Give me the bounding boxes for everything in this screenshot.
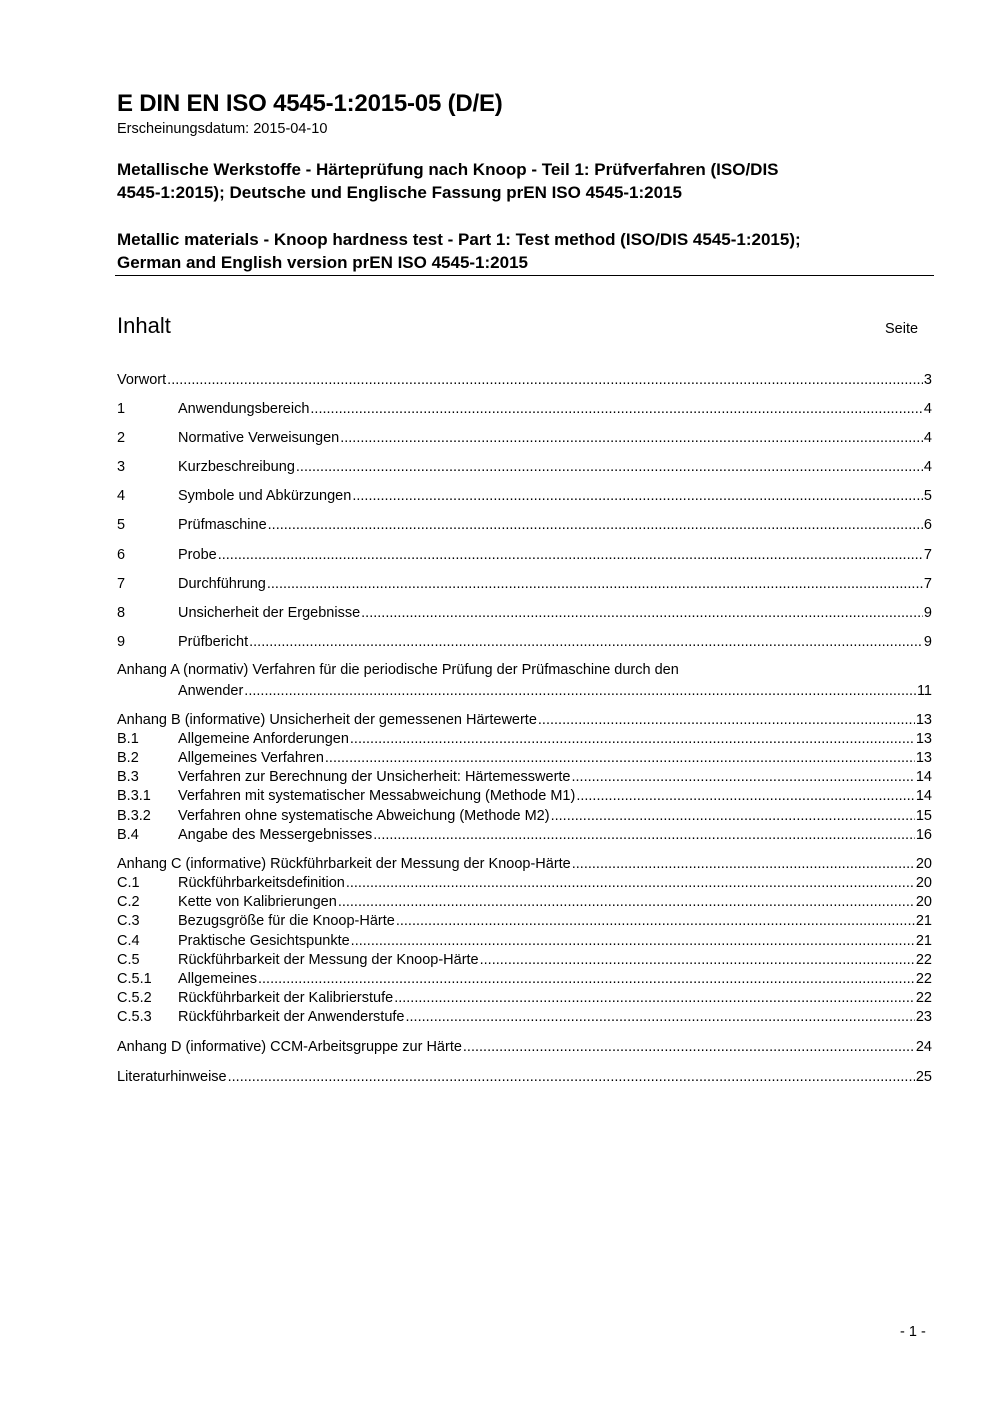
toc-entry-page: 20	[915, 875, 932, 891]
toc-entry[interactable]	[117, 575, 932, 593]
toc-entry-number: 1	[117, 401, 126, 417]
toc-entry[interactable]	[117, 516, 932, 534]
toc-dot-leader	[551, 807, 915, 825]
toc-dot-leader	[249, 633, 923, 651]
toc-entry-page: 22	[915, 990, 932, 1006]
page-number: - 1 -	[900, 1324, 926, 1340]
toc-dot-leader	[167, 371, 923, 389]
toc-entry-title: Normative Verweisungen	[178, 430, 340, 446]
toc-entry[interactable]	[117, 787, 932, 805]
toc-entry-number: 5	[117, 517, 126, 533]
toc-entry[interactable]	[117, 711, 932, 729]
toc-entry-page: 21	[915, 933, 932, 949]
toc-entry[interactable]	[117, 633, 932, 651]
toc-dot-leader	[338, 893, 915, 911]
header-divider	[115, 275, 934, 276]
toc-entry-number: C.5.2	[117, 990, 152, 1006]
toc-entry-page: 21	[915, 913, 932, 929]
toc-dot-leader	[268, 516, 923, 534]
toc-entry-page: 16	[915, 827, 932, 843]
toc-entry[interactable]	[117, 826, 932, 844]
english-title-line: Metallic materials - Knoop hardness test - Part 1: Test method (ISO/DIS 4545-1:2015);	[117, 230, 801, 249]
toc-entry-title: Vorwort	[117, 372, 167, 388]
toc-entry-page: 7	[923, 547, 932, 563]
toc-entry-page: 20	[915, 856, 932, 872]
toc-entry-title: Kurzbeschreibung	[178, 459, 295, 475]
german-title-line: Metallische Werkstoffe - Härteprüfung nach Knoop - Teil 1: Prüfverfahren (ISO/DIS	[117, 160, 779, 179]
toc-entry-number: B.1	[117, 731, 139, 747]
toc-entry-number: 7	[117, 576, 126, 592]
toc-dot-leader	[406, 1008, 915, 1026]
toc-entry-page: 22	[915, 952, 932, 968]
toc-entry-title: Bezugsgröße für die Knoop-Härte	[178, 913, 395, 929]
toc-entry-title: Allgemeine Anforderungen	[178, 731, 349, 747]
german-title-line: 4545-1:2015); Deutsche und Englische Fassung prEN ISO 4545-1:2015	[117, 183, 682, 202]
toc-entry[interactable]	[117, 371, 932, 389]
toc-entry[interactable]	[117, 932, 932, 950]
toc-entry[interactable]	[117, 768, 932, 786]
toc-entry-title: Verfahren ohne systematische Abweichung (Methode M2)	[178, 808, 550, 824]
toc-entry-page: 25	[915, 1069, 932, 1085]
toc-entry-page: 11	[916, 683, 932, 699]
toc-entry-page: 6	[923, 517, 932, 533]
toc-entry[interactable]	[117, 604, 932, 622]
toc-entry-title: Rückführbarkeitsdefinition	[178, 875, 345, 891]
toc-entry-number: B.3	[117, 769, 139, 785]
toc-entry-title: Praktische Gesichtspunkte	[178, 933, 350, 949]
toc-dot-leader	[463, 1038, 915, 1056]
toc-entry-page: 4	[923, 401, 932, 417]
toc-entry-page: 14	[915, 769, 932, 785]
toc-entry[interactable]	[117, 730, 932, 748]
toc-entry-title: Prüfmaschine	[178, 517, 267, 533]
toc-entry-title: Rückführbarkeit der Messung der Knoop-Härte	[178, 952, 479, 968]
toc-entry-page: 4	[923, 459, 932, 475]
toc-dot-leader	[267, 575, 923, 593]
toc-dot-leader	[373, 826, 915, 844]
toc-entry-number: C.5.3	[117, 1009, 152, 1025]
toc-entry[interactable]	[117, 487, 932, 505]
toc-entry-page: 14	[915, 788, 932, 804]
toc-entry-page: 4	[923, 430, 932, 446]
toc-dot-leader	[228, 1068, 915, 1086]
toc-entry-number: C.5	[117, 952, 140, 968]
toc-entry-title: Symbole und Abkürzungen	[178, 488, 352, 504]
toc-entry-title: Anhang B (informative) Unsicherheit der gemessenen Härtewerte	[117, 712, 537, 728]
toc-heading: Inhalt	[117, 313, 171, 338]
toc-entry-page: 9	[923, 634, 932, 650]
english-title	[117, 228, 801, 274]
toc-entry-title: Anwender	[178, 683, 244, 699]
toc-entry-number: 3	[117, 459, 126, 475]
toc-entry-page: 23	[915, 1009, 932, 1025]
toc-entry-page: 15	[915, 808, 932, 824]
toc-dot-leader	[350, 730, 915, 748]
toc-entry-title: Literaturhinweise	[117, 1069, 227, 1085]
toc-entry-title: Verfahren mit systematischer Messabweichung (Methode M1)	[178, 788, 576, 804]
toc-entry-number: B.2	[117, 750, 139, 766]
toc-dot-leader	[572, 768, 915, 786]
toc-entry-title: Anhang D (informative) CCM-Arbeitsgruppe zur Härte	[117, 1039, 462, 1055]
toc-dot-leader	[296, 458, 923, 476]
toc-entry-page: 9	[923, 605, 932, 621]
toc-entry-number: 4	[117, 488, 126, 504]
toc-dot-leader	[351, 932, 915, 950]
toc-entry-number: 9	[117, 634, 126, 650]
toc-entry[interactable]	[117, 970, 932, 988]
toc-entry-title: Rückführbarkeit der Kalibrierstufe	[178, 990, 394, 1006]
toc-entry-page: 13	[915, 750, 932, 766]
toc-entry[interactable]	[117, 807, 932, 825]
toc-entry[interactable]	[117, 912, 932, 930]
toc-entry-number: 8	[117, 605, 126, 621]
toc-entry-number: C.2	[117, 894, 140, 910]
toc-entry-page: 22	[915, 971, 932, 987]
toc-dot-leader	[480, 951, 915, 969]
toc-entry-title: Anwendungsbereich	[178, 401, 310, 417]
toc-entry-page: 13	[915, 712, 932, 728]
toc-dot-leader	[394, 989, 915, 1007]
toc-entry[interactable]	[117, 893, 932, 911]
toc-entry-title: Probe	[178, 547, 217, 563]
toc-entry-title: Angabe des Messergebnisses	[178, 827, 373, 843]
toc-entry[interactable]	[117, 749, 932, 767]
toc-entry-number: C.1	[117, 875, 140, 891]
toc-dot-leader	[340, 429, 923, 447]
toc-entry-number: B.3.2	[117, 808, 151, 824]
toc-entry-number: 2	[117, 430, 126, 446]
toc-dot-leader	[361, 604, 923, 622]
toc-entry-title: Allgemeines	[178, 971, 257, 987]
toc-entry[interactable]	[117, 1008, 932, 1026]
toc-entry-title: Durchführung	[178, 576, 266, 592]
toc-dot-leader	[258, 970, 915, 988]
toc-entry[interactable]	[117, 546, 932, 564]
toc-entry[interactable]	[117, 1038, 932, 1056]
toc-dot-leader	[352, 487, 923, 505]
toc-entry[interactable]	[117, 874, 932, 892]
toc-dot-leader	[346, 874, 915, 892]
toc-dot-leader	[396, 912, 915, 930]
toc-entry[interactable]	[117, 1068, 932, 1086]
toc-dot-leader	[218, 546, 923, 564]
toc-entry-title: Rückführbarkeit der Anwenderstufe	[178, 1009, 405, 1025]
toc-entry[interactable]	[117, 951, 932, 969]
toc-annex-a-title[interactable]: Anhang A (normativ) Verfahren für die periodische Prüfung der Prüfmaschine durch den	[117, 662, 679, 678]
toc-page-column-label: Seite	[885, 321, 919, 337]
toc-dot-leader	[310, 400, 923, 418]
toc-entry-number: C.4	[117, 933, 140, 949]
toc-entry-page: 7	[923, 576, 932, 592]
german-title	[117, 158, 779, 204]
publication-date: Erscheinungsdatum: 2015-04-10	[117, 121, 328, 137]
toc-dot-leader	[572, 855, 915, 873]
toc-entry-number: B.3.1	[117, 788, 151, 804]
toc-entry-page: 13	[915, 731, 932, 747]
english-title-line: German and English version prEN ISO 4545-1:2015	[117, 253, 528, 272]
toc-entry-title: Allgemeines Verfahren	[178, 750, 324, 766]
toc-dot-leader	[576, 787, 915, 805]
toc-entry-title: Anhang C (informative) Rückführbarkeit der Messung der Knoop-Härte	[117, 856, 571, 872]
toc-entry-title: Unsicherheit der Ergebnisse	[178, 605, 361, 621]
toc-entry[interactable]	[117, 400, 932, 418]
toc-dot-leader	[325, 749, 915, 767]
toc-dot-leader	[244, 682, 916, 700]
toc-entry[interactable]	[117, 855, 932, 873]
toc-entry[interactable]	[117, 682, 932, 700]
toc-entry-title: Kette von Kalibrierungen	[178, 894, 337, 910]
toc-entry-number: C.3	[117, 913, 140, 929]
toc-entry-title: Verfahren zur Berechnung der Unsicherheit: Härtemesswerte	[178, 769, 571, 785]
toc-entry-page: 24	[915, 1039, 932, 1055]
toc-entry-page: 3	[923, 372, 932, 388]
document-title: E DIN EN ISO 4545-1:2015-05 (D/E)	[117, 90, 503, 117]
toc-entry-number: 6	[117, 547, 126, 563]
toc-dot-leader	[538, 711, 915, 729]
toc-entry-page: 20	[915, 894, 932, 910]
toc-entry-title: Prüfbericht	[178, 634, 249, 650]
toc-entry-number: B.4	[117, 827, 139, 843]
toc-entry[interactable]	[117, 429, 932, 447]
toc-entry[interactable]	[117, 989, 932, 1007]
toc-entry-page: 5	[923, 488, 932, 504]
toc-entry[interactable]	[117, 458, 932, 476]
toc-entry-number: C.5.1	[117, 971, 152, 987]
